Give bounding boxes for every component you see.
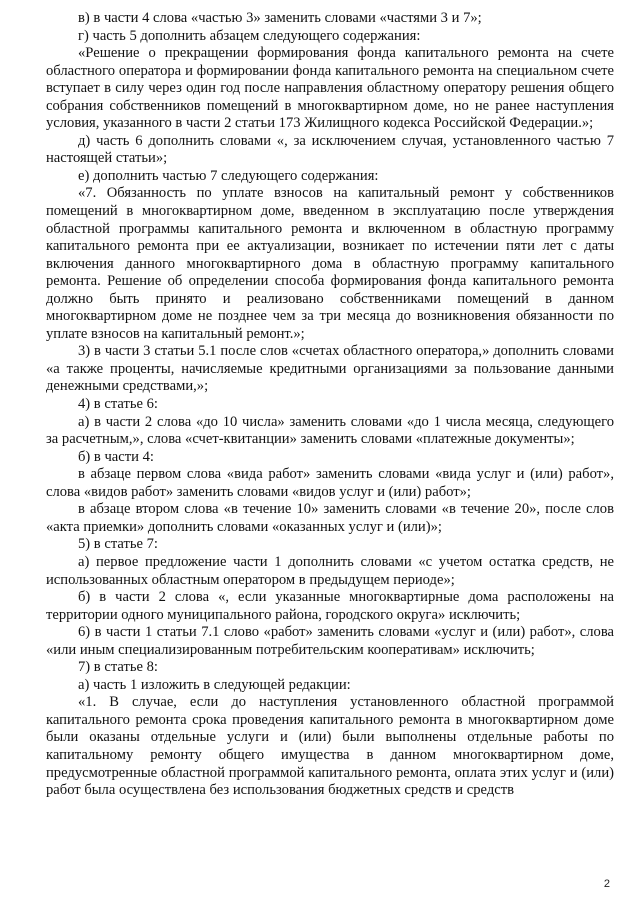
paragraph-10: б) в части 4: xyxy=(78,448,154,465)
paragraph-9: а) в части 2 слова «до 10 числа» заменить словами «до 1 числа месяца, следующего за расчетным,», слова «счет-квитанции» заменить словами «платежные документы»; xyxy=(46,413,614,448)
paragraph-6: «7. Обязанность по уплате взносов на капитальный ремонт у собственников помещений в многоквартирном доме, введенном в эксплуатацию после утверждения областной программы капитального ремонта и включенном в областную программу капитального ремонта при ее актуализации, возникает по истечении пяти лет с даты включения данного многоквартирного дома в областную программу капитального ремонта. Решение об определении способа формирования фонда капитального ремонта должно быть принято и реализовано собственниками помещений в данном многоквартирном доме не позднее чем за три месяца до возникновения обязанности по уплате взносов на капитальный ремонт.»; xyxy=(46,185,614,342)
paragraph-14: а) первое предложение части 1 дополнить словами «с учетом остатка средств, не использованных областным оператором в предыдущем периоде»; xyxy=(46,553,614,588)
paragraph-7: 3) в части 3 статьи 5.1 после слов «счетах областного оператора,» дополнить словами «а также проценты, начисляемые кредитными организациями за пользование данными денежными средствами,»; xyxy=(46,343,614,395)
paragraph-15: б) в части 2 слова «, если указанные многоквартирные дома расположены на территории одного муниципального района, городского округа» исключить; xyxy=(46,589,614,623)
paragraph-13: 5) в статье 7: xyxy=(78,536,158,553)
paragraph-3: «Решение о прекращении формирования фонда капитального ремонта на счете областного оператора и формировании фонда капитального ремонта на специальном счете вступает в силу через один год после направления областному оператору решения общего собрания собственников помещений в многоквартирном доме, но не ранее наступления условия, указанного в части 2 статьи 173 Жилищного кодекса Российской Федерации.»; xyxy=(46,45,614,132)
paragraph-2: г) часть 5 дополнить абзацем следующего содержания: xyxy=(78,27,421,44)
paragraph-4: д) часть 6 дополнить словами «, за исключением случая, установленного частью 7 настоящей статьи»; xyxy=(46,132,614,167)
paragraph-16: 6) в части 1 статьи 7.1 слово «работ» заменить словами «услуг и (или) работ», слова «или иным специализированным потребительским кооперативам» исключить; xyxy=(46,624,614,658)
paragraph-12: в абзаце втором слова «в течение 10» заменить словами «в течение 20», после слов «акта приемки» дополнить словами «оказанных услуг и (или)»; xyxy=(46,501,614,535)
paragraph-19: «1. В случае, если до наступления установленного областной программой капитального ремонта срока проведения капитального ремонта в многоквартирном доме были оказаны отдельные услуги и (или) были выполнены отдельные работы по капитальному ремонту общего имущества в данном многоквартирном доме, предусмотренные областной программой капитального ремонта, оплата этих услуг и (или) работ была осуществлена без использования бюджетных средств и средств xyxy=(46,694,614,799)
page-number: 2 xyxy=(603,878,610,890)
paragraph-5: е) дополнить частью 7 следующего содержания: xyxy=(78,167,379,184)
document-page xyxy=(46,10,614,800)
paragraph-17: 7) в статье 8: xyxy=(78,659,158,676)
paragraph-18: а) часть 1 изложить в следующей редакции: xyxy=(78,676,351,693)
paragraph-1: в) в части 4 слова «частью 3» заменить словами «частями 3 и 7»; xyxy=(78,10,482,26)
paragraph-11: в абзаце первом слова «вида работ» заменить словами «вида услуг и (или) работ», слова «видов работ» заменить словами «видов услуг и (или) работ»; xyxy=(46,466,614,500)
paragraph-8: 4) в статье 6: xyxy=(78,396,158,413)
